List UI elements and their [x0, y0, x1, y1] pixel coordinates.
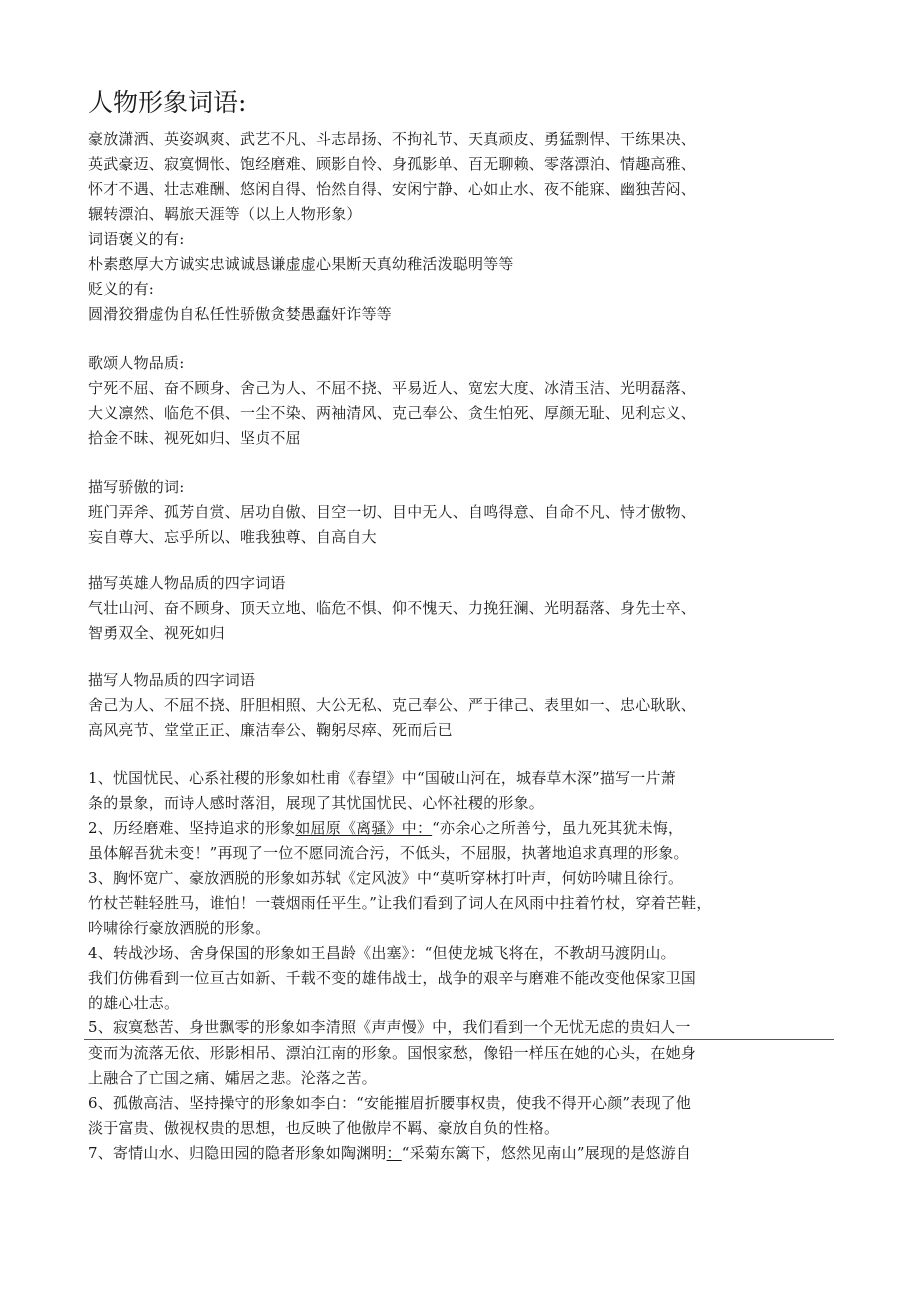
example-2-line: 虽体解吾犹未变！”再现了一位不愿同流合污，不低头，不屈服，执著地追求真理的形象。 [88, 844, 689, 862]
text-line: 怀才不遇、壮志难酬、悠闲自得、怡然自得、安闲宁静、心如止水、夜不能寐、幽独苦闷、 [88, 180, 697, 198]
example-6-line: 淡于富贵、傲视权贵的思想，也反映了他傲岸不羁、豪放自负的性格。 [88, 1119, 560, 1137]
example-4-line: 4、转战沙场、舍身保国的形象如王昌龄《出塞》：“但使龙城飞将在，不教胡马渡阴山。 [88, 944, 676, 962]
example-3-line: 吟啸徐行豪放洒脱的形象。 [88, 919, 271, 937]
example-2-text: 2、历经磨难、坚持追求的形象 [88, 819, 296, 837]
text-line: 高风亮节、堂堂正正、廉洁奉公、鞠躬尽瘁、死而后已 [88, 721, 453, 739]
text-line: 智勇双全、视死如归 [88, 624, 225, 642]
example-3-line: 竹杖芒鞋轻胜马，谁怕！一蓑烟雨任平生。”让我们看到了词人在风雨中拄着竹杖，穿着芒鞋， [88, 894, 712, 912]
example-7-quote: “采菊东篱下，悠然见南山”展现的是悠游自 [401, 1144, 692, 1162]
example-7-text: 7、寄情山水、归隐田园的隐者形象如陶渊明 [88, 1144, 387, 1162]
text-line: 妄自尊大、忘乎所以、唯我独尊、自高自大 [88, 528, 377, 546]
text-line: 班门弄斧、孤芳自赏、居功自傲、目空一切、目中无人、自鸣得意、自命不凡、恃才傲物、 [88, 503, 697, 521]
text-line: 拾金不昧、视死如归、坚贞不屈 [88, 429, 301, 447]
example-5-line: 上融合了亡国之痛、孀居之悲。沦落之苦。 [88, 1069, 377, 1087]
section-heading-arrogant: 描写骄傲的词: [88, 478, 185, 496]
section-heading-hero: 描写英雄人物品质的四字词语 [88, 574, 286, 592]
page-break-rule [84, 1039, 834, 1040]
example-4-line: 的雄心壮志。 [88, 994, 180, 1012]
example-3-line: 3、胸怀宽广、豪放洒脱的形象如苏轼《定风波》中“莫听穿林打叶声，何妨吟啸且徐行。 [88, 869, 684, 887]
text-line: 舍己为人、不屈不挠、肝胆相照、大公无私、克己奉公、严于律己、表里如一、忠心耿耿、 [88, 696, 697, 714]
text-line: 英武豪迈、寂寞惆怅、饱经磨难、顾影自怜、身孤影单、百无聊赖、零落漂泊、情趣高雅、 [88, 155, 697, 173]
example-2-line [88, 818, 683, 838]
derogatory-heading: 贬义的有: [88, 280, 155, 298]
example-6-line: 6、孤傲高洁、坚持操守的形象如李白：“安能摧眉折腰事权贵，使我不得开心颜”表现了他 [88, 1094, 692, 1112]
text-line: 大义凛然、临危不俱、一尘不染、两袖清风、克己奉公、贪生怕死、厚颜无耻、见利忘义、 [88, 404, 697, 422]
praise-words: 朴素憨厚大方诚实忠诚诚恳谦虚虚心果断天真幼稚活泼聪明等等 [88, 255, 514, 273]
text-line: 宁死不屈、奋不顾身、舍己为人、不屈不挠、平易近人、宽宏大度、冰清玉洁、光明磊落、 [88, 379, 697, 397]
example-7-underlined-colon: ： [386, 1144, 402, 1162]
example-5-line: 5、寂寞愁苦、身世飘零的形象如李清照《声声慢》中，我们看到一个无忧无虑的贵妇人一 [88, 1018, 691, 1036]
example-5-line: 变而为流落无依、形影相吊、漂泊江南的形象。国恨家愁，像铅一样压在她的心头，在她身 [88, 1044, 697, 1062]
text-line: 豪放潇洒、英姿飒爽、武艺不凡、斗志昂扬、不拘礼节、天真顽皮、勇猛剽悍、干练果决、 [88, 130, 697, 148]
example-2-quote: “亦余心之所善兮，虽九死其犹未悔， [432, 819, 684, 837]
page-title: 人物形象词语: [88, 88, 247, 117]
text-line: 气壮山河、奋不顾身、顶天立地、临危不惧、仰不愧天、力挽狂澜、光明磊落、身先士卒、 [88, 599, 697, 617]
example-7-line [88, 1143, 691, 1163]
example-1-line: 1、忧国忧民、心系社稷的形象如杜甫《春望》中“国破山河在，城春草木深”描写一片萧 [88, 769, 676, 787]
example-2-underlined-source: 如屈原《离骚》中： [295, 819, 433, 837]
praise-heading: 词语褒义的有: [88, 230, 185, 248]
section-heading-quality: 歌颂人物品质: [88, 354, 185, 372]
derogatory-words: 圆滑狡猾虚伪自私任性骄傲贪婪愚蠢奸诈等等 [88, 305, 393, 323]
example-1-line: 条的景象，而诗人感时落泪，展现了其忧国忧民、心怀社稷的形象。 [88, 794, 545, 812]
section-heading-character: 描写人物品质的四字词语 [88, 671, 256, 689]
text-line: 辗转漂泊、羁旅天涯等（以上人物形象） [88, 205, 362, 223]
example-4-line: 我们仿佛看到一位亘古如新、千载不变的雄伟战士，战争的艰辛与磨难不能改变他保家卫国 [88, 969, 697, 987]
